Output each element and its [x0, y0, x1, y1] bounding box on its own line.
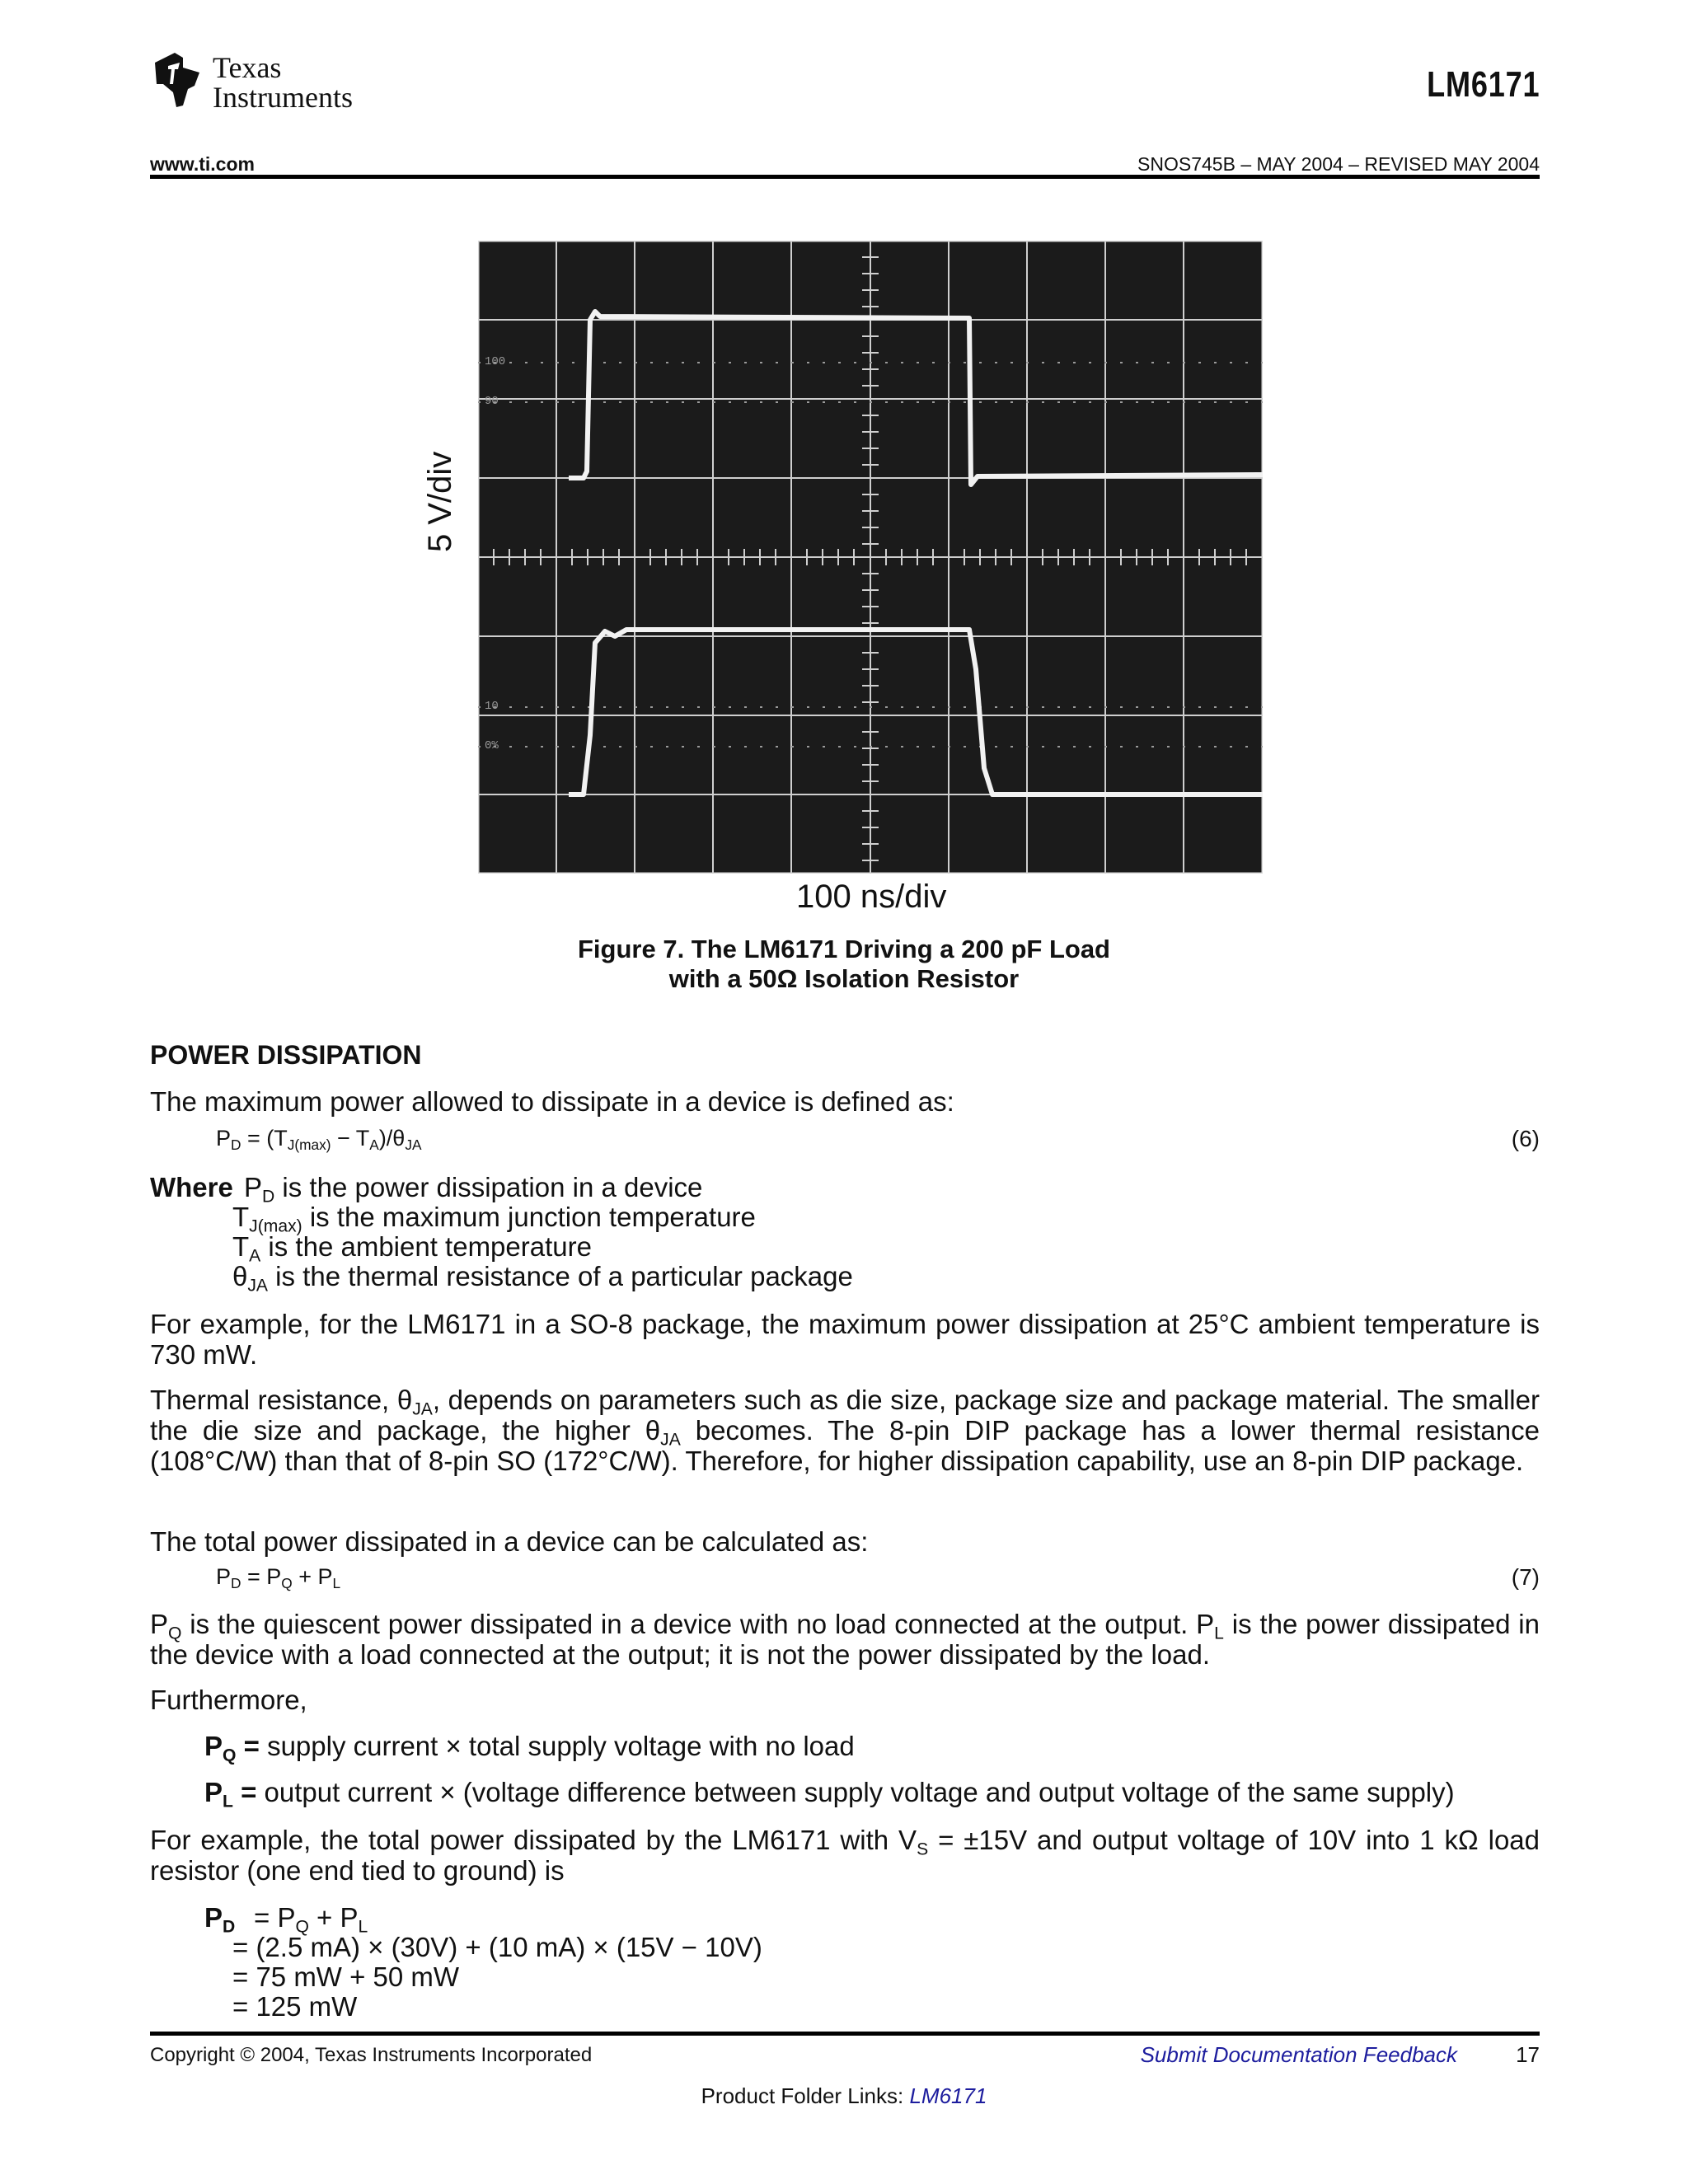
thermal-paragraph: Thermal resistance, $\theta_{JA}$, depends on parameters such as die size, package size and package material. The smaller the die size and package, the higher $\theta_{JA}$ becomes. The 8-pin DIP package has a lower thermal resistance (108°C/W) than that of 8-pin SO (172°C/W). Therefore, for higher dissipation capability, use an 8-pin DIP package.	[150, 1385, 1540, 1476]
where-item: $\theta_{JA}$ is the thermal resistance of a particular package	[232, 1261, 853, 1296]
equation-7-number: (7)	[1511, 1564, 1540, 1590]
product-folder-link[interactable]: LM6171	[909, 2083, 987, 2108]
where-item: $P_D$ is the power dissipation in a device	[244, 1172, 703, 1207]
equation-7: $P_D = P_Q + P_L$	[216, 1564, 341, 1592]
figure-caption-line2: with a 50Ω Isolation Resistor	[668, 964, 1020, 993]
calc-symbol: $P_D$	[204, 1902, 236, 1937]
header-url[interactable]: www.ti.com	[150, 153, 255, 175]
page-number: 17	[1516, 2042, 1540, 2067]
grid-label-0pct: 0%	[485, 739, 499, 752]
product-folder-links: Product Folder Links: LM6171	[701, 2083, 987, 2108]
definition-pl: $P_L$ = output current × (voltage difference between supply voltage and output voltage of the same supply)	[204, 1777, 1455, 1811]
calc-line: = 125 mW	[232, 1991, 358, 2022]
calc-line: = (2.5 mA) × (30V) + (10 mA) × (15V − 10V)	[232, 1932, 762, 1962]
logo-line1: Texas	[213, 51, 282, 84]
grid-label-90: 90	[485, 395, 499, 408]
copyright: Copyright © 2004, Texas Instruments Incorporated	[150, 2044, 593, 2066]
logo-line2: Instruments	[213, 81, 353, 114]
where-item: $T_{J(max)}$ is the maximum junction temperature	[232, 1202, 756, 1236]
oscilloscope-capture	[478, 241, 1263, 874]
pq-pl-paragraph: $P_Q$ is the quiescent power dissipated in a device with no load connected at the output. $P_L$ is the power dissipated in the device with a load connected at the output; it is not the power dissipated by the load.	[150, 1609, 1540, 1670]
grid-label-10: 10	[485, 700, 499, 713]
where-item: $T_A$ is the ambient temperature	[232, 1231, 592, 1266]
definition-pq: $P_Q$ = supply current × total supply voltage with no load	[204, 1731, 855, 1765]
furthermore-text: Furthermore,	[150, 1685, 307, 1715]
ti-logo	[150, 48, 422, 114]
header-rule	[150, 175, 1540, 179]
footer-rule	[150, 2032, 1540, 2036]
section-heading: POWER DISSIPATION	[150, 1040, 422, 1070]
calc-line: = 75 mW + 50 mW	[232, 1961, 460, 1992]
total-power-intro: The total power dissipated in a device can be calculated as:	[150, 1526, 869, 1557]
calc-line: = $P_Q + P_L$	[254, 1902, 368, 1937]
feedback-link[interactable]: Submit Documentation Feedback	[1140, 2042, 1457, 2067]
where-label: Where	[150, 1172, 233, 1202]
intro-text: The maximum power allowed to dissipate in a device is defined as:	[150, 1086, 954, 1117]
doc-reference: SNOS745B – MAY 2004 – REVISED MAY 2004	[1137, 153, 1540, 175]
x-axis-label: 100 ns/div	[796, 879, 947, 915]
y-axis-label: 5 V/div	[422, 451, 458, 552]
figure-caption-line1: Figure 7. The LM6171 Driving a 200 pF Load	[578, 935, 1110, 963]
equation-6: $P_D = (T_{J(max)} - T_A)/\theta_{JA}$	[216, 1126, 422, 1154]
part-number: LM6171	[1426, 64, 1540, 105]
example-paragraph: For example, for the LM6171 in a SO-8 package, the maximum power dissipation at 25°C ambient temperature is 730 mW.	[150, 1309, 1540, 1370]
equation-6-number: (6)	[1511, 1126, 1540, 1151]
grid-label-100: 100	[485, 355, 506, 368]
ti-logo-icon	[155, 53, 199, 107]
example2-paragraph: For example, the total power dissipated by the LM6171 with $V_S = \pm 15V$ and output voltage of 10V into 1 kΩ load resistor (one end tied to ground) is	[150, 1825, 1540, 1886]
